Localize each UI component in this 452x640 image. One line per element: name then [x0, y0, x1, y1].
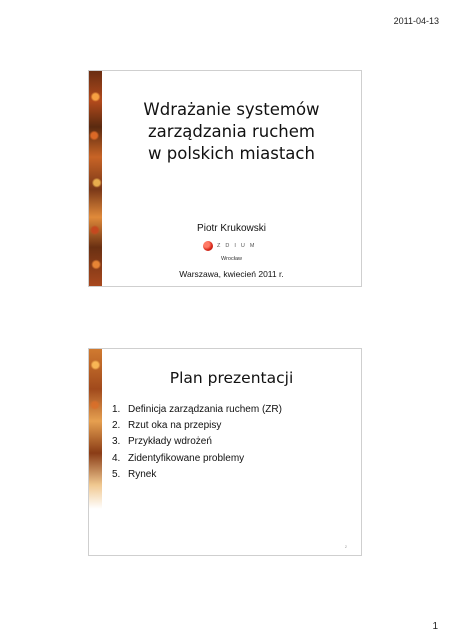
presentation-title — [102, 99, 361, 165]
list-item — [112, 418, 282, 434]
agenda-list — [112, 402, 282, 483]
agenda-title: Plan prezentacji — [169, 369, 294, 387]
list-item-text: Definicja zarządzania ruchem (ZR) — [128, 404, 282, 415]
slide-number: 2 — [344, 544, 347, 549]
list-item-text: Rynek — [128, 468, 157, 480]
list-item — [112, 451, 282, 467]
list-item-text: Rzut oka na przepisy — [128, 420, 222, 432]
list-item-number: 3. — [112, 436, 121, 448]
list-item — [112, 402, 282, 418]
logo-mark-icon — [203, 241, 213, 251]
list-item — [112, 467, 282, 483]
list-item-number: 2. — [112, 420, 121, 432]
title-line: zarządzania ruchem — [148, 122, 315, 141]
decorative-photo-strip — [89, 349, 102, 509]
list-item-number: 4. — [112, 452, 121, 464]
city-label: Wrocław — [221, 256, 242, 262]
slide-agenda — [88, 348, 362, 556]
decorative-photo-strip — [89, 71, 102, 286]
place-and-date: Warszawa, kwiecień 2011 r. — [179, 269, 284, 279]
slide-title — [88, 70, 362, 287]
company-logo — [203, 240, 283, 254]
list-item-text: Przykłady wdrożeń — [128, 436, 212, 448]
author-name: Piotr Krukowski — [197, 223, 266, 234]
list-item — [112, 434, 282, 450]
list-item-text: Zidentyfikowane problemy — [128, 452, 245, 464]
list-item-number: 5. — [112, 468, 121, 480]
title-line: Wdrażanie systemów — [143, 100, 320, 119]
title-line: w polskich miastach — [148, 144, 315, 163]
list-item-number: 1. — [112, 404, 121, 415]
logo-text: ZDIUM — [217, 243, 260, 249]
page-date: 2011-04-13 — [393, 16, 439, 26]
page-number: 1 — [432, 621, 438, 632]
